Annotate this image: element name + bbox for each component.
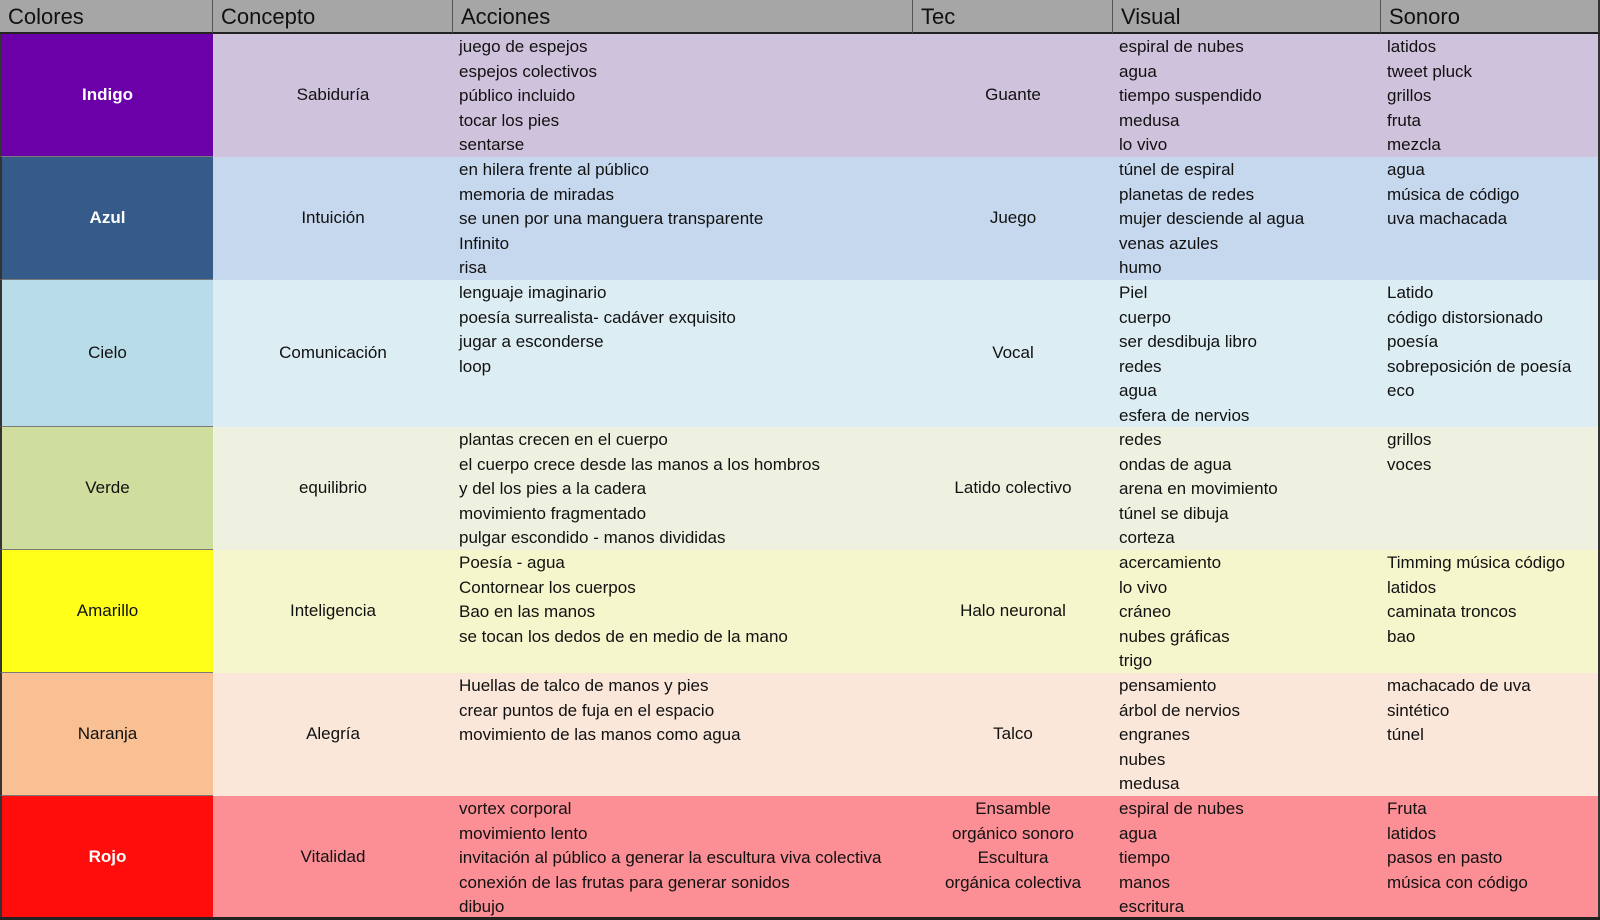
tec-cell[interactable] bbox=[913, 157, 1113, 280]
acciones-cell[interactable] bbox=[453, 427, 913, 550]
acciones-cell-line: risa bbox=[459, 258, 487, 278]
acciones-cell-line: Bao en las manos bbox=[459, 602, 596, 622]
tec-line: Escultura bbox=[977, 848, 1049, 868]
acciones-cell-line: en hilera frente al público bbox=[459, 160, 649, 179]
visual-cell-line: agua bbox=[1119, 61, 1157, 81]
visual-cell[interactable] bbox=[1113, 673, 1381, 796]
acciones-cell-line: Huellas de talco de manos y pies bbox=[459, 676, 709, 695]
sonoro-cell-line: voces bbox=[1387, 454, 1432, 474]
sonoro-cell[interactable] bbox=[1381, 796, 1600, 919]
sonoro-cell-line: caminata troncos bbox=[1387, 602, 1517, 622]
visual-cell-line: ser desdibuja libro bbox=[1119, 332, 1257, 352]
visual-cell-line: humo bbox=[1119, 258, 1162, 278]
visual-cell-line: tiempo suspendido bbox=[1119, 86, 1262, 106]
acciones-cell-line: tocar los pies bbox=[459, 110, 560, 130]
header-tec[interactable]: Tec bbox=[913, 0, 1113, 34]
header-sonoro[interactable]: Sonoro bbox=[1381, 0, 1600, 34]
visual-cell-line: planetas de redes bbox=[1119, 184, 1255, 204]
concepto-cell[interactable]: Vitalidad bbox=[213, 796, 453, 919]
tec-line: Guante bbox=[985, 85, 1041, 105]
tec-line: orgánica colectiva bbox=[944, 872, 1082, 892]
acciones-cell-line: movimiento lento bbox=[459, 823, 588, 843]
tec-line: Talco bbox=[993, 724, 1033, 744]
color-swatch-cell[interactable]: Rojo bbox=[0, 796, 213, 919]
tec-line: Vocal bbox=[992, 343, 1034, 363]
acciones-cell-line: memoria de miradas bbox=[459, 184, 614, 204]
visual-cell-line: manos bbox=[1119, 872, 1171, 892]
sonoro-cell-line: música de código bbox=[1387, 184, 1520, 204]
sonoro-cell-line: música con código bbox=[1387, 872, 1528, 892]
acciones-cell-line: pulgar escondido - manos divididas bbox=[459, 528, 726, 548]
sonoro-cell-line: grillos bbox=[1387, 86, 1432, 106]
sonoro-cell-line: latidos bbox=[1387, 577, 1437, 597]
acciones-cell-line: poesía surrealista- cadáver exquisito bbox=[459, 307, 736, 327]
acciones-cell-line: lenguaje imaginario bbox=[459, 283, 607, 302]
visual-cell-line: lo vivo bbox=[1119, 577, 1168, 597]
acciones-cell[interactable] bbox=[453, 34, 913, 157]
sonoro-cell-line: bao bbox=[1387, 626, 1416, 646]
acciones-cell-line: Infinito bbox=[459, 233, 510, 253]
header-colores[interactable]: Colores bbox=[0, 0, 213, 34]
tec-cell[interactable] bbox=[913, 280, 1113, 427]
sonoro-cell-line: Fruta bbox=[1387, 799, 1427, 818]
sonoro-cell-line: fruta bbox=[1387, 110, 1422, 130]
visual-cell-line: redes bbox=[1119, 356, 1162, 376]
visual-cell-line: venas azules bbox=[1119, 233, 1219, 253]
acciones-cell-line: plantas crecen en el cuerpo bbox=[459, 430, 668, 449]
concepto-cell[interactable]: Sabiduría bbox=[213, 34, 453, 157]
acciones-cell-line: movimiento fragmentado bbox=[459, 503, 647, 523]
visual-cell-line: túnel se dibuja bbox=[1119, 503, 1229, 523]
visual-cell-line: esfera de nervios bbox=[1119, 405, 1250, 425]
visual-cell[interactable] bbox=[1113, 157, 1381, 280]
sonoro-cell[interactable] bbox=[1381, 280, 1600, 427]
visual-cell-line: acercamiento bbox=[1119, 553, 1222, 572]
acciones-cell-line: sentarse bbox=[459, 135, 525, 155]
color-swatch-cell[interactable]: Verde bbox=[0, 427, 213, 550]
concepto-cell[interactable]: Inteligencia bbox=[213, 550, 453, 673]
color-swatch-cell[interactable]: Amarillo bbox=[0, 550, 213, 673]
visual-cell-line: engranes bbox=[1119, 725, 1190, 745]
acciones-cell-line: público incluido bbox=[459, 86, 576, 106]
acciones-cell[interactable] bbox=[453, 280, 913, 427]
visual-cell-line: medusa bbox=[1119, 110, 1180, 130]
visual-cell-line: ondas de agua bbox=[1119, 454, 1232, 474]
acciones-cell-line: se unen por una manguera transparente bbox=[459, 209, 764, 229]
visual-cell-line: redes bbox=[1119, 430, 1162, 449]
sonoro-cell-line: mezcla bbox=[1387, 135, 1441, 155]
sonoro-cell-line: latidos bbox=[1387, 37, 1437, 56]
acciones-cell-line: Contornear los cuerpos bbox=[459, 577, 636, 597]
sonoro-cell-line: túnel bbox=[1387, 725, 1424, 745]
tec-line: Juego bbox=[989, 208, 1037, 228]
sonoro-cell-line: agua bbox=[1387, 160, 1425, 179]
sonoro-cell-line: Latido bbox=[1387, 283, 1434, 302]
concepto-cell[interactable]: Intuición bbox=[213, 157, 453, 280]
sonoro-cell-line: uva machacada bbox=[1387, 209, 1508, 229]
sonoro-cell[interactable] bbox=[1381, 157, 1600, 280]
header-concepto[interactable]: Concepto bbox=[213, 0, 453, 34]
acciones-cell-line: jugar a esconderse bbox=[459, 332, 604, 352]
visual-cell-line: mujer desciende al agua bbox=[1119, 209, 1305, 229]
sonoro-cell[interactable] bbox=[1381, 34, 1600, 157]
visual-cell-line: espiral de nubes bbox=[1119, 37, 1244, 56]
acciones-cell-line: invitación al público a generar la escultura viva colectiva bbox=[459, 848, 882, 868]
tec-cell[interactable] bbox=[913, 673, 1113, 796]
visual-cell-line: lo vivo bbox=[1119, 135, 1168, 155]
acciones-cell-line: el cuerpo crece desde las manos a los hombros bbox=[459, 454, 820, 474]
concepto-cell[interactable]: Comunicación bbox=[213, 280, 453, 427]
visual-cell-line: nubes bbox=[1119, 749, 1166, 769]
visual-cell-line: escritura bbox=[1119, 897, 1185, 917]
sonoro-cell-line: pasos en pasto bbox=[1387, 848, 1503, 868]
concepto-cell[interactable]: equilibrio bbox=[213, 427, 453, 550]
acciones-cell[interactable] bbox=[453, 673, 913, 796]
color-swatch-cell[interactable]: Cielo bbox=[0, 280, 213, 427]
acciones-cell-line: loop bbox=[459, 356, 492, 376]
visual-cell-line: arena en movimiento bbox=[1119, 479, 1278, 499]
header-acciones[interactable]: Acciones bbox=[453, 0, 913, 34]
color-swatch-cell[interactable]: Indigo bbox=[0, 34, 213, 157]
sonoro-cell[interactable] bbox=[1381, 550, 1600, 673]
sonoro-cell-line: sobreposición de poesía bbox=[1387, 356, 1572, 376]
color-swatch-cell[interactable]: Azul bbox=[0, 157, 213, 280]
sonoro-cell-line: sintético bbox=[1387, 700, 1450, 720]
visual-cell-line: pensamiento bbox=[1119, 676, 1217, 695]
sonoro-cell-line: Timming música código bbox=[1387, 553, 1565, 572]
visual-cell-line: cuerpo bbox=[1119, 307, 1171, 327]
acciones-cell-line: conexión de las frutas para generar sonidos bbox=[459, 872, 790, 892]
tec-cell[interactable] bbox=[913, 427, 1113, 550]
visual-cell-line: árbol de nervios bbox=[1119, 700, 1240, 720]
sonoro-cell-line: machacado de uva bbox=[1387, 676, 1531, 695]
tec-cell[interactable] bbox=[913, 796, 1113, 919]
sonoro-cell[interactable] bbox=[1381, 673, 1600, 796]
color-swatch-cell[interactable]: Naranja bbox=[0, 673, 213, 796]
acciones-cell-line: movimiento de las manos como agua bbox=[459, 725, 741, 745]
acciones-cell-line: dibujo bbox=[459, 897, 505, 917]
tec-cell[interactable] bbox=[913, 550, 1113, 673]
header-visual[interactable]: Visual bbox=[1113, 0, 1381, 34]
tec-line: Ensamble bbox=[975, 799, 1051, 818]
acciones-cell[interactable] bbox=[453, 550, 913, 673]
acciones-cell-line: espejos colectivos bbox=[459, 61, 597, 81]
tec-cell[interactable] bbox=[913, 34, 1113, 157]
concepto-cell[interactable]: Alegría bbox=[213, 673, 453, 796]
visual-cell-line: túnel de espiral bbox=[1119, 160, 1235, 179]
sonoro-cell-line: poesía bbox=[1387, 332, 1439, 352]
visual-cell-line: agua bbox=[1119, 381, 1157, 401]
acciones-cell[interactable] bbox=[453, 796, 913, 919]
acciones-cell-line: Poesía - agua bbox=[459, 553, 565, 572]
visual-cell-line: cráneo bbox=[1119, 602, 1171, 622]
acciones-cell[interactable] bbox=[453, 157, 913, 280]
acciones-cell-line: se tocan los dedos de en medio de la mano bbox=[459, 626, 788, 646]
visual-cell-line: tiempo bbox=[1119, 848, 1171, 868]
sonoro-cell-line: eco bbox=[1387, 381, 1415, 401]
tec-line: Latido colectivo bbox=[954, 478, 1072, 498]
sonoro-cell-line: latidos bbox=[1387, 823, 1437, 843]
acciones-cell-line: juego de espejos bbox=[459, 37, 588, 56]
tec-line: Halo neuronal bbox=[960, 601, 1066, 621]
visual-cell-line: corteza bbox=[1119, 528, 1175, 548]
acciones-cell-line: crear puntos de fuja en el espacio bbox=[459, 700, 715, 720]
visual-cell-line: espiral de nubes bbox=[1119, 799, 1244, 818]
visual-cell-line: nubes gráficas bbox=[1119, 626, 1230, 646]
visual-cell-line: agua bbox=[1119, 823, 1157, 843]
sonoro-cell-line: grillos bbox=[1387, 430, 1432, 449]
visual-cell[interactable] bbox=[1113, 796, 1381, 919]
visual-cell[interactable] bbox=[1113, 550, 1381, 673]
acciones-cell-line: vortex corporal bbox=[459, 799, 572, 818]
visual-cell-line: medusa bbox=[1119, 774, 1180, 794]
visual-cell[interactable] bbox=[1113, 280, 1381, 427]
visual-cell-line: Piel bbox=[1119, 283, 1148, 302]
acciones-cell-line: y del los pies a la cadera bbox=[459, 479, 647, 499]
sonoro-cell[interactable] bbox=[1381, 427, 1600, 550]
visual-cell[interactable] bbox=[1113, 427, 1381, 550]
sonoro-cell-line: código distorsionado bbox=[1387, 307, 1543, 327]
visual-cell-line: trigo bbox=[1119, 651, 1153, 671]
sonoro-cell-line: tweet pluck bbox=[1387, 61, 1473, 81]
visual-cell[interactable] bbox=[1113, 34, 1381, 157]
tec-line: orgánico sonoro bbox=[952, 823, 1074, 843]
